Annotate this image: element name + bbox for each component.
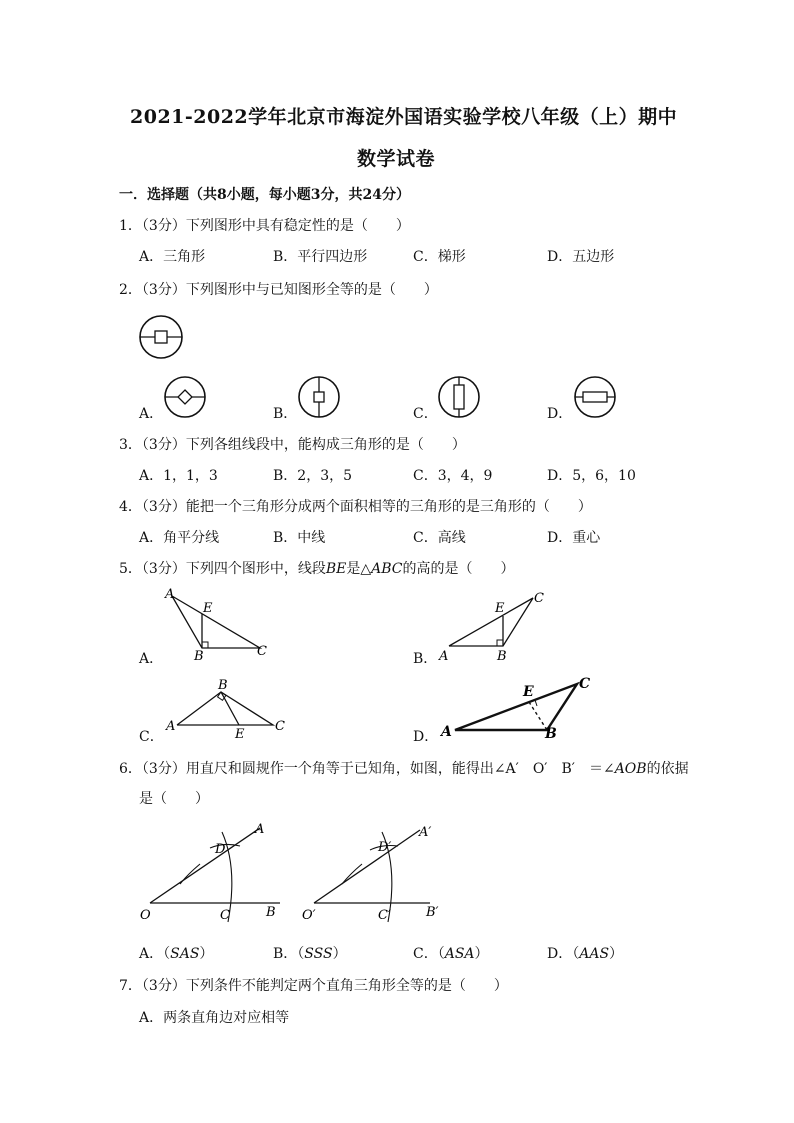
q5d-label-b: B bbox=[545, 726, 557, 742]
q6-stem-line-2: 是（ ） bbox=[139, 791, 209, 807]
title-line-2: 数学试卷 bbox=[357, 148, 436, 170]
section-heading: 一．选择题（共8小题，每小题3分，共24分） bbox=[119, 187, 410, 203]
q6-figure-right bbox=[302, 818, 452, 928]
q6-left-label-c: C bbox=[220, 908, 230, 923]
q3-option-b[interactable]: B．2，3，5 bbox=[273, 468, 353, 484]
q4-stem: 4．（3分）能把一个三角形分成两个面积相等的三角形的是三角形的（ ） bbox=[119, 499, 592, 515]
q5-figure-c[interactable] bbox=[163, 678, 293, 743]
q5d-label-a: A bbox=[441, 724, 452, 740]
q5c-label-b: B bbox=[218, 678, 228, 693]
q2-option-b[interactable]: B． bbox=[273, 406, 298, 422]
q5b-label-b: B bbox=[497, 649, 507, 664]
q5a-label-c: C bbox=[257, 644, 267, 659]
q7-stem: 7．（3分）下列条件不能判定两个直角三角形全等的是（ ） bbox=[119, 978, 508, 994]
q6-option-d[interactable]: D．（AAS） bbox=[547, 946, 624, 962]
q5b-label-a: A bbox=[439, 649, 449, 664]
q5b-label-e: E bbox=[495, 601, 505, 616]
q5d-label-c: C bbox=[579, 676, 591, 692]
q4-option-d[interactable]: D．重心 bbox=[547, 530, 601, 546]
q2-given-figure bbox=[138, 315, 186, 363]
q4-option-c[interactable]: C．高线 bbox=[413, 530, 466, 546]
q1-option-a[interactable]: A．三角形 bbox=[139, 249, 206, 265]
q5b-label-c: C bbox=[534, 591, 544, 606]
q3-option-c[interactable]: C．3，4，9 bbox=[413, 468, 493, 484]
q5a-label-e: E bbox=[203, 601, 213, 616]
q6-stem-line-1: 6．（3分）用直尺和圆规作一个角等于已知角，如图，能得出∠A′ O′ B′ ＝∠AOB的依据 bbox=[119, 761, 689, 777]
q2-figure-d[interactable] bbox=[573, 375, 619, 421]
q1-option-d[interactable]: D．五边形 bbox=[547, 249, 615, 265]
q5-figure-a[interactable] bbox=[160, 588, 280, 663]
q6-figure-left bbox=[138, 818, 288, 928]
q1-option-c[interactable]: C．梯形 bbox=[413, 249, 466, 265]
q5a-label-a: A bbox=[165, 587, 175, 602]
q6-right-label-c: C′ bbox=[378, 908, 391, 923]
q1-stem: 1．（3分）下列图形中具有稳定性的是（ ） bbox=[119, 218, 410, 234]
q2-figure-b[interactable] bbox=[297, 375, 343, 421]
q6-option-c[interactable]: C．（ASA） bbox=[413, 946, 489, 962]
title-line-1: 2021-2022学年北京市海淀外国语实验学校八年级（上）期中 bbox=[130, 106, 678, 128]
q5c-label-c: C bbox=[275, 719, 285, 734]
q2-option-d[interactable]: D． bbox=[547, 406, 573, 422]
q2-option-a[interactable]: A． bbox=[139, 406, 164, 422]
q7-option-a[interactable]: A．两条直角边对应相等 bbox=[139, 1010, 290, 1026]
q6-right-label-d: D′ bbox=[378, 840, 392, 855]
q6-right-label-a: A′ bbox=[419, 825, 432, 840]
q6-left-label-o: O bbox=[140, 908, 151, 923]
q5-option-a[interactable]: A． bbox=[139, 651, 164, 667]
q2-figure-a[interactable] bbox=[163, 375, 209, 421]
q2-option-c[interactable]: C． bbox=[413, 406, 438, 422]
q5-option-b[interactable]: B． bbox=[413, 651, 438, 667]
q5-stem: 5．（3分）下列四个图形中，线段BE是△ABC的高的是（ ） bbox=[119, 561, 515, 577]
q6-left-label-a: A bbox=[255, 822, 265, 837]
q2-stem: 2．（3分）下列图形中与已知图形全等的是（ ） bbox=[119, 282, 438, 298]
q6-option-a[interactable]: A．（SAS） bbox=[139, 946, 214, 962]
q3-stem: 3．（3分）下列各组线段中，能构成三角形的是（ ） bbox=[119, 437, 466, 453]
q6-left-label-d: D bbox=[215, 842, 226, 857]
q1-option-b[interactable]: B．平行四边形 bbox=[273, 249, 368, 265]
q6-option-b[interactable]: B．（SSS） bbox=[273, 946, 347, 962]
q5-figure-b[interactable] bbox=[435, 588, 555, 663]
q5d-label-e: E bbox=[523, 684, 534, 700]
q5c-label-e: E bbox=[235, 727, 245, 742]
q5-option-d[interactable]: D． bbox=[413, 729, 439, 745]
q3-option-a[interactable]: A．1，1，3 bbox=[139, 468, 218, 484]
q5-figure-d[interactable] bbox=[437, 672, 597, 742]
q6-right-label-o: O′ bbox=[302, 908, 316, 923]
q5a-label-b: B bbox=[194, 649, 204, 664]
q3-option-d[interactable]: D．5，6，10 bbox=[547, 468, 636, 484]
q4-option-a[interactable]: A．角平分线 bbox=[139, 530, 220, 546]
q2-figure-c[interactable] bbox=[437, 375, 483, 421]
q5-option-c[interactable]: C． bbox=[139, 729, 164, 745]
q5c-label-a: A bbox=[166, 719, 176, 734]
q4-option-b[interactable]: B．中线 bbox=[273, 530, 326, 546]
q6-right-label-b: B′ bbox=[426, 905, 439, 920]
q6-left-label-b: B bbox=[266, 905, 276, 920]
